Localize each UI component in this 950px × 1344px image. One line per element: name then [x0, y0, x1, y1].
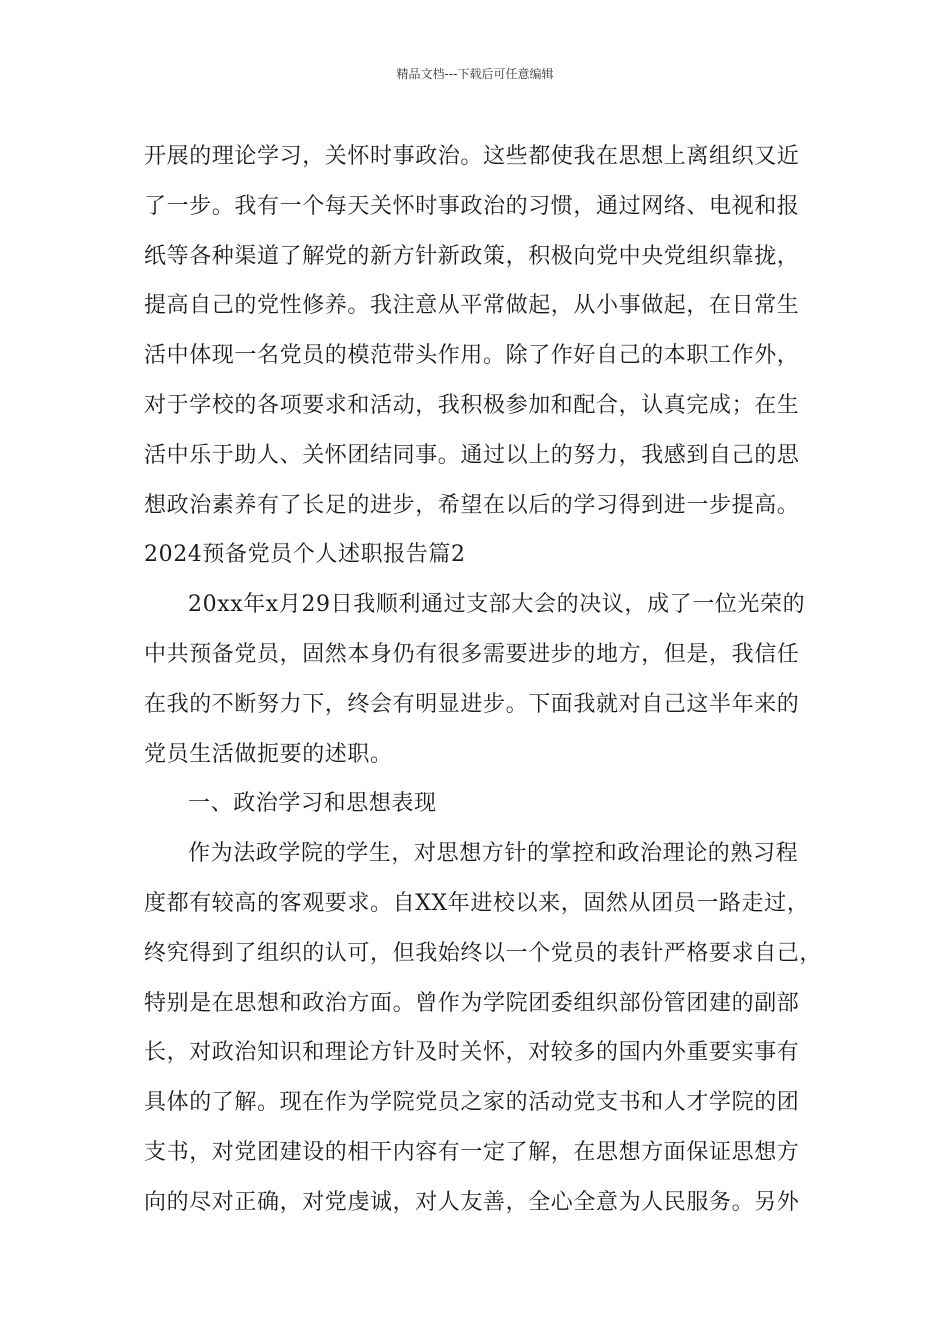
text-line: 支书，对党团建设的相干内容有一定了解，在思想方面保证思想方 — [144, 1139, 800, 1165]
text-line: 活中乐于助人、关怀团结同事。通过以上的努力，我感到自己的思 — [144, 442, 800, 468]
document-body — [144, 132, 823, 1228]
page-header: 精品文档---下载后可任意编辑 — [396, 67, 554, 81]
text-line: 开展的理论学习，关怀时事政治。这些都使我在思想上离组织又近 — [144, 144, 800, 169]
text-line: 中共预备党员，固然本身仍有很多需要进步的地方，但是，我信任 — [144, 641, 800, 667]
text-line: 20xx年x月29日我顺利通过支部大会的决议，成了一位光荣的 — [188, 592, 806, 618]
text-line: 对于学校的各项要求和活动，我积极参加和配合，认真完成；在生 — [144, 392, 800, 418]
text-line: 度都有较高的客观要求。自XX年进校以来，固然从团员一路走过， — [144, 890, 810, 916]
subsection-heading: 一、政治学习和思想表现 — [188, 791, 437, 817]
text-line: 作为法政学院的学生，对思想方针的掌控和政治理论的熟习程 — [188, 841, 799, 867]
text-line: 想政治素养有了长足的进步，希望在以后的学习得到进一步提高。 — [144, 492, 800, 518]
text-line: 了一步。我有一个每天关怀时事政治的习惯，通过网络、电视和报 — [144, 193, 800, 219]
text-line: 提高自己的党性修养。我注意从平常做起，从小事做起，在日常生 — [144, 293, 800, 319]
text-line: 党员生活做扼要的述职。 — [144, 741, 393, 767]
text-line: 活中体现一名党员的模范带头作用。除了作好自己的本职工作外， — [144, 343, 800, 369]
text-line: 在我的不断努力下，终会有明显进步。下面我就对自己这半年来的 — [144, 691, 800, 717]
text-line: 特别是在思想和政治方面。曾作为学院团委组织部份管团建的副部 — [144, 990, 800, 1016]
text-line: 纸等各种渠道了解党的新方针新政策，积极向党中央党组织靠拢， — [144, 243, 800, 269]
text-line: 向的尽对正确，对党虔诚，对人友善，全心全意为人民服务。另外 — [144, 1189, 800, 1215]
text-line: 具体的了解。现在作为学院党员之家的活动党支书和人才学院的团 — [144, 1090, 800, 1116]
section-heading: 2024预备党员个人述职报告篇2 — [144, 542, 466, 568]
text-line: 长，对政治知识和理论方针及时关怀，对较多的国内外重要实事有 — [144, 1040, 800, 1066]
text-line: 终究得到了组织的认可，但我始终以一个党员的表针严格要求自己， — [144, 940, 823, 966]
